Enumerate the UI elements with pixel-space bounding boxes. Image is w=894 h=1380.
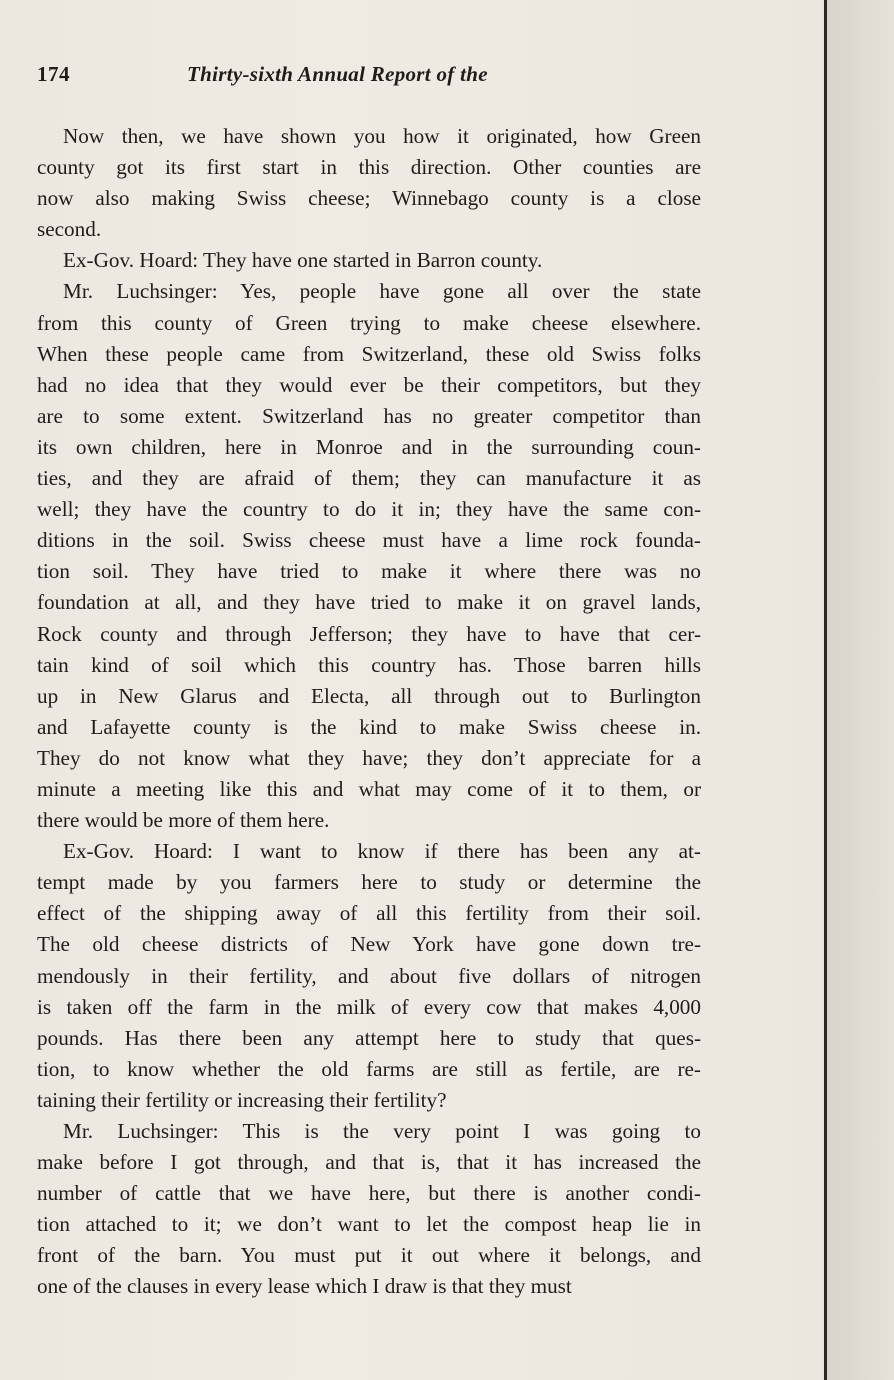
text-line: Rock county and through Jefferson; they have to have that cer- (37, 621, 701, 646)
text-line: from this county of Green trying to make cheese elsewhere. (37, 310, 701, 335)
page-header (37, 62, 717, 96)
text-line: tempt made by you farmers here to study or determine the (37, 870, 701, 895)
body-text (37, 121, 701, 1303)
text-line: effect of the shipping away of all this fertility from their soil. (37, 901, 701, 926)
text-line: well; they have the country to do it in; they have the same con- (37, 497, 701, 522)
text-line: its own children, here in Monroe and in the surrounding coun- (37, 434, 701, 459)
text-line: Now then, we have shown you how it originated, how Green (63, 124, 701, 148)
text-line: ditions in the soil. Swiss cheese must have a lime rock founda- (37, 528, 701, 553)
text-line: front of the barn. You must put it out where it belongs, and (37, 1243, 701, 1268)
paragraph (37, 245, 701, 276)
running-head: Thirty-sixth Annual Report of the (187, 62, 488, 86)
paragraph (37, 1116, 701, 1303)
text-line: tion, to know whether the old farms are still as fertile, are re- (37, 1056, 701, 1081)
text-line: second. (37, 217, 102, 242)
text-line: The old cheese districts of New York have gone down tre- (37, 932, 701, 957)
text-line: county got its first start in this direction. Other counties are (37, 155, 701, 180)
text-line: tion soil. They have tried to make it where there was no (37, 559, 701, 584)
text-line: mendously in their fertility, and about five dollars of nitrogen (37, 963, 701, 988)
text-line: Ex-Gov. Hoard: I want to know if there has been any at- (63, 839, 701, 864)
text-line: one of the clauses in every lease which I draw is that they must (37, 1274, 572, 1299)
text-line: taining their fertility or increasing their fertility? (37, 1087, 447, 1112)
paragraph (37, 121, 701, 245)
paragraph (37, 276, 701, 836)
text-line: number of cattle that we have here, but there is another condi- (37, 1181, 701, 1206)
text-line: Mr. Luchsinger: This is the very point I was going to (63, 1119, 701, 1143)
text-line: ties, and they are afraid of them; they can manufacture it as (37, 466, 701, 491)
text-line: pounds. Has there been any attempt here to study that ques- (37, 1025, 701, 1050)
adjacent-page-edge (827, 0, 894, 1380)
page-number: 174 (37, 62, 70, 86)
text-line: Ex-Gov. Hoard: They have one started in Barron county. (63, 248, 543, 273)
text-line: Mr. Luchsinger: Yes, people have gone all over the state (63, 279, 701, 304)
text-line: is taken off the farm in the milk of every cow that makes 4,000 (37, 994, 701, 1019)
text-line: now also making Swiss cheese; Winnebago county is a close (37, 186, 701, 211)
text-line: up in New Glarus and Electa, all through out to Burlington (37, 683, 701, 708)
text-line: had no idea that they would ever be their competitors, but they (37, 372, 701, 397)
text-line: tion attached to it; we don’t want to let the compost heap lie in (37, 1212, 701, 1237)
text-line: When these people came from Switzerland, these old Swiss folks (37, 341, 701, 366)
text-line: make before I got through, and that is, that it has increased the (37, 1150, 701, 1175)
text-line: foundation at all, and they have tried to make it on gravel lands, (37, 590, 701, 615)
text-line: minute a meeting like this and what may come of it to them, or (37, 776, 701, 801)
text-line: and Lafayette county is the kind to make Swiss cheese in. (37, 714, 701, 739)
text-line: are to some extent. Switzerland has no greater competitor than (37, 403, 701, 428)
text-line: They do not know what they have; they don’t appreciate for a (37, 745, 701, 770)
text-line: there would be more of them here. (37, 808, 330, 833)
paragraph (37, 836, 701, 1116)
text-line: tain kind of soil which this country has. Those barren hills (37, 652, 701, 677)
